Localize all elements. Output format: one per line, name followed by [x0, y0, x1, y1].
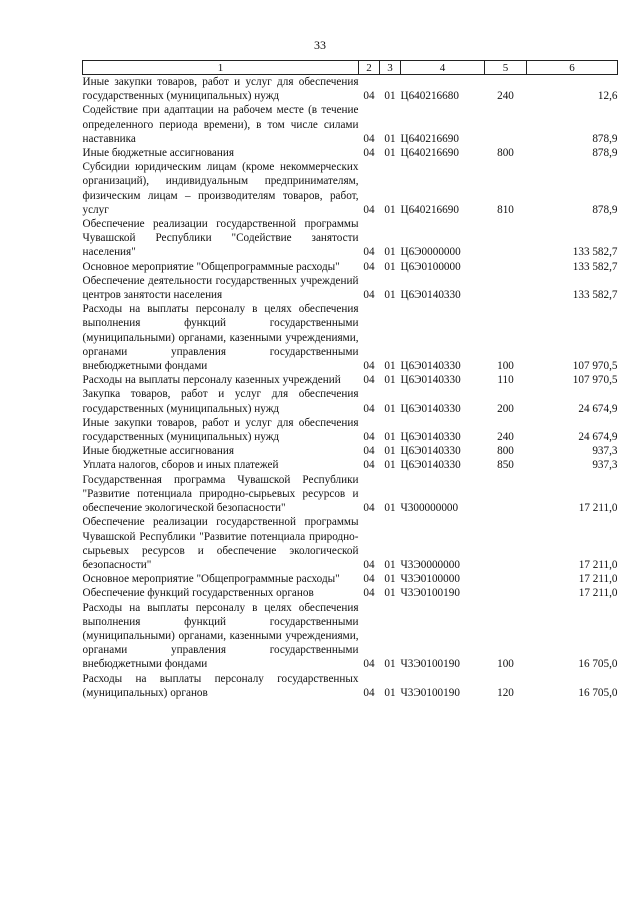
- expense-type-cell: [485, 572, 527, 586]
- table-row: [83, 672, 618, 700]
- section-code-cell: 04: [363, 573, 375, 586]
- expense-type-cell: [485, 103, 527, 146]
- section-code-cell: 04: [363, 558, 375, 571]
- amount-cell: 12,6: [597, 90, 618, 103]
- amount-cell: 133 582,7: [572, 246, 618, 259]
- expense-name-cell: Иные бюджетные ассигнования: [82, 445, 234, 458]
- subsection-code-cell: 01: [384, 587, 396, 600]
- expense-type-cell: [485, 217, 527, 260]
- target-article-cell: Ч300000000: [400, 502, 459, 515]
- section-code-cell: 04: [363, 147, 375, 160]
- subsection-code-cell: 01: [384, 502, 396, 515]
- subsection-code-cell: 01: [384, 289, 396, 302]
- column-header-1: 1: [83, 61, 359, 75]
- expense-name-cell: Основное мероприятие "Общепрограммные расходы": [82, 573, 340, 586]
- target-article-cell: Ц640216690: [400, 203, 459, 216]
- expense-type-cell: 850: [497, 459, 514, 472]
- target-article-cell: Ц6Э0140330: [400, 402, 461, 415]
- table-row: [83, 373, 618, 387]
- subsection-code-cell: 01: [384, 558, 396, 571]
- table-row: [83, 515, 618, 572]
- section-code-cell: 04: [363, 431, 375, 444]
- expense-type-cell: 810: [497, 203, 514, 216]
- expense-type-cell: 240: [497, 431, 514, 444]
- amount-cell: 107 970,5: [572, 374, 618, 387]
- expense-name-cell: Обеспечение деятельности государственных учреждений центров занятости населения: [82, 274, 359, 302]
- table-body: [83, 75, 618, 700]
- target-article-cell: Ц6Э0140330: [400, 289, 461, 302]
- target-article-cell: Ц640216680: [400, 90, 459, 103]
- amount-cell: 133 582,7: [572, 260, 618, 273]
- target-article-cell: Ц6Э0000000: [400, 246, 461, 259]
- expense-name-cell: Содействие при адаптации на рабочем месте (в течение определенного периода времени), в том числе силами наставника: [82, 104, 359, 145]
- expense-name-cell: Иные закупки товаров, работ и услуг для обеспечения государственных (муниципальных) нужд: [82, 76, 359, 103]
- table-row: [83, 586, 618, 600]
- target-article-cell: Ц640216690: [400, 147, 459, 160]
- subsection-code-cell: 01: [384, 90, 396, 103]
- expense-name-cell: Обеспечение реализации государственной программы Чувашской Республики "Развитие потенциала природно-сырьевых ресурсов и обеспечение экологической безопасности": [82, 516, 359, 571]
- target-article-cell: Ц6Э0140330: [400, 431, 461, 444]
- expense-type-cell: 800: [497, 445, 514, 458]
- expense-name-cell: Закупка товаров, работ и услуг для обеспечения государственных (муниципальных) нужд: [82, 388, 359, 415]
- table-row: [83, 146, 618, 160]
- section-code-cell: 04: [363, 246, 375, 259]
- amount-cell: 878,9: [592, 132, 618, 145]
- expense-name-cell: Основное мероприятие "Общепрограммные расходы": [82, 260, 340, 273]
- expense-type-cell: 120: [497, 686, 514, 699]
- expense-name-cell: Расходы на выплаты персоналу казенных учреждений: [82, 374, 341, 387]
- amount-cell: 937,3: [592, 445, 618, 458]
- target-article-cell: Ц6Э0140330: [400, 360, 461, 373]
- target-article-cell: Ц6Э0140330: [400, 459, 461, 472]
- amount-cell: 17 211,0: [578, 587, 618, 600]
- page-number: 33: [314, 38, 326, 52]
- column-header-3: 3: [380, 61, 401, 75]
- subsection-code-cell: 01: [384, 374, 396, 387]
- subsection-code-cell: 01: [384, 402, 396, 415]
- expense-name-cell: Расходы на выплаты персоналу в целях обеспечения выполнения функций государственными (муниципальными) органами, казенными учреждениями, органами управления государственными внебюджетными фондами: [82, 601, 359, 671]
- table-row: [83, 444, 618, 458]
- section-code-cell: 04: [363, 445, 375, 458]
- subsection-code-cell: 01: [384, 686, 396, 699]
- subsection-code-cell: 01: [384, 431, 396, 444]
- amount-cell: 878,9: [592, 203, 618, 216]
- expense-type-cell: 100: [497, 360, 514, 373]
- section-code-cell: 04: [363, 132, 375, 145]
- target-article-cell: Ц6Э0140330: [400, 374, 461, 387]
- table-row: [83, 160, 618, 217]
- table-row: [83, 572, 618, 586]
- subsection-code-cell: 01: [384, 246, 396, 259]
- amount-cell: 24 674,9: [578, 431, 618, 444]
- section-code-cell: 04: [363, 203, 375, 216]
- expense-type-cell: [485, 274, 527, 302]
- expense-type-cell: 800: [497, 147, 514, 160]
- subsection-code-cell: 01: [384, 573, 396, 586]
- subsection-code-cell: 01: [384, 445, 396, 458]
- section-code-cell: 04: [363, 459, 375, 472]
- expense-name-cell: Субсидии юридическим лицам (кроме некоммерческих организаций), индивидуальным предпринимателям, физическим лицам – производителям товаров, работ, услуг: [82, 161, 359, 216]
- expense-name-cell: Обеспечение функций государственных органов: [82, 587, 314, 600]
- expense-name-cell: Расходы на выплаты персоналу государственных (муниципальных) органов: [82, 672, 359, 699]
- amount-cell: 16 705,0: [578, 686, 618, 699]
- section-code-cell: 04: [363, 587, 375, 600]
- target-article-cell: Ч3Э0100190: [400, 587, 460, 600]
- table-row: [83, 302, 618, 373]
- section-code-cell: 04: [363, 90, 375, 103]
- expense-name-cell: Государственная программа Чувашской Республики "Развитие потенциала природно-сырьевых ресурсов и обеспечение экологической безопасности": [82, 473, 359, 515]
- subsection-code-cell: 01: [384, 203, 396, 216]
- column-header-6: 6: [527, 61, 618, 75]
- column-header-4: 4: [401, 61, 485, 75]
- amount-cell: 133 582,7: [572, 289, 618, 302]
- expense-type-cell: [485, 473, 527, 516]
- section-code-cell: 04: [363, 686, 375, 699]
- expense-type-cell: 240: [497, 90, 514, 103]
- expense-type-cell: [485, 515, 527, 572]
- table-row: [83, 601, 618, 672]
- budget-table: [82, 60, 618, 700]
- amount-cell: 16 705,0: [578, 658, 618, 671]
- amount-cell: 17 211,0: [578, 502, 618, 515]
- amount-cell: 107 970,5: [572, 360, 618, 373]
- expense-type-cell: 100: [497, 658, 514, 671]
- subsection-code-cell: 01: [384, 459, 396, 472]
- expense-type-cell: [485, 586, 527, 600]
- expense-type-cell: [485, 260, 527, 274]
- section-code-cell: 04: [363, 289, 375, 302]
- table-row: [83, 274, 618, 302]
- section-code-cell: 04: [363, 658, 375, 671]
- table-row: [83, 103, 618, 146]
- amount-cell: 878,9: [592, 147, 618, 160]
- target-article-cell: Ч3Э0100000: [400, 573, 460, 586]
- expense-name-cell: Обеспечение реализации государственной программы Чувашской Республики "Содействие занятости населения": [82, 218, 359, 259]
- amount-cell: 24 674,9: [578, 402, 618, 415]
- target-article-cell: Ц6Э0140330: [400, 445, 461, 458]
- section-code-cell: 04: [363, 402, 375, 415]
- table-row: [83, 260, 618, 274]
- subsection-code-cell: 01: [384, 147, 396, 160]
- amount-cell: 17 211,0: [578, 573, 618, 586]
- table-header-row: [83, 61, 618, 75]
- target-article-cell: Ц6Э0100000: [400, 260, 461, 273]
- section-code-cell: 04: [363, 260, 375, 273]
- target-article-cell: Ч3Э0100190: [400, 658, 460, 671]
- expense-name-cell: Иные бюджетные ассигнования: [82, 147, 234, 160]
- section-code-cell: 04: [363, 502, 375, 515]
- expense-name-cell: Уплата налогов, сборов и иных платежей: [82, 459, 279, 472]
- table-row: [83, 416, 618, 444]
- target-article-cell: Ч3Э0100190: [400, 686, 460, 699]
- column-header-5: 5: [485, 61, 527, 75]
- table-row: [83, 387, 618, 415]
- subsection-code-cell: 01: [384, 360, 396, 373]
- section-code-cell: 04: [363, 374, 375, 387]
- subsection-code-cell: 01: [384, 132, 396, 145]
- expense-name-cell: Иные закупки товаров, работ и услуг для обеспечения государственных (муниципальных) нужд: [82, 416, 359, 444]
- expense-type-cell: 110: [497, 374, 514, 387]
- target-article-cell: Ч3Э0000000: [400, 558, 460, 571]
- subsection-code-cell: 01: [384, 658, 396, 671]
- section-code-cell: 04: [363, 360, 375, 373]
- table-row: [83, 75, 618, 104]
- amount-cell: 937,3: [592, 459, 618, 472]
- amount-cell: 17 211,0: [578, 558, 618, 571]
- table-row: [83, 473, 618, 516]
- target-article-cell: Ц640216690: [400, 132, 459, 145]
- expense-name-cell: Расходы на выплаты персоналу в целях обеспечения выполнения функций государственными (муниципальными) органами, казенными учреждениями, органами управления государственными внебюджетными фондами: [82, 303, 359, 373]
- column-header-2: 2: [359, 61, 380, 75]
- table-row: [83, 217, 618, 260]
- expense-type-cell: 200: [497, 402, 514, 415]
- table-row: [83, 458, 618, 472]
- subsection-code-cell: 01: [384, 260, 396, 273]
